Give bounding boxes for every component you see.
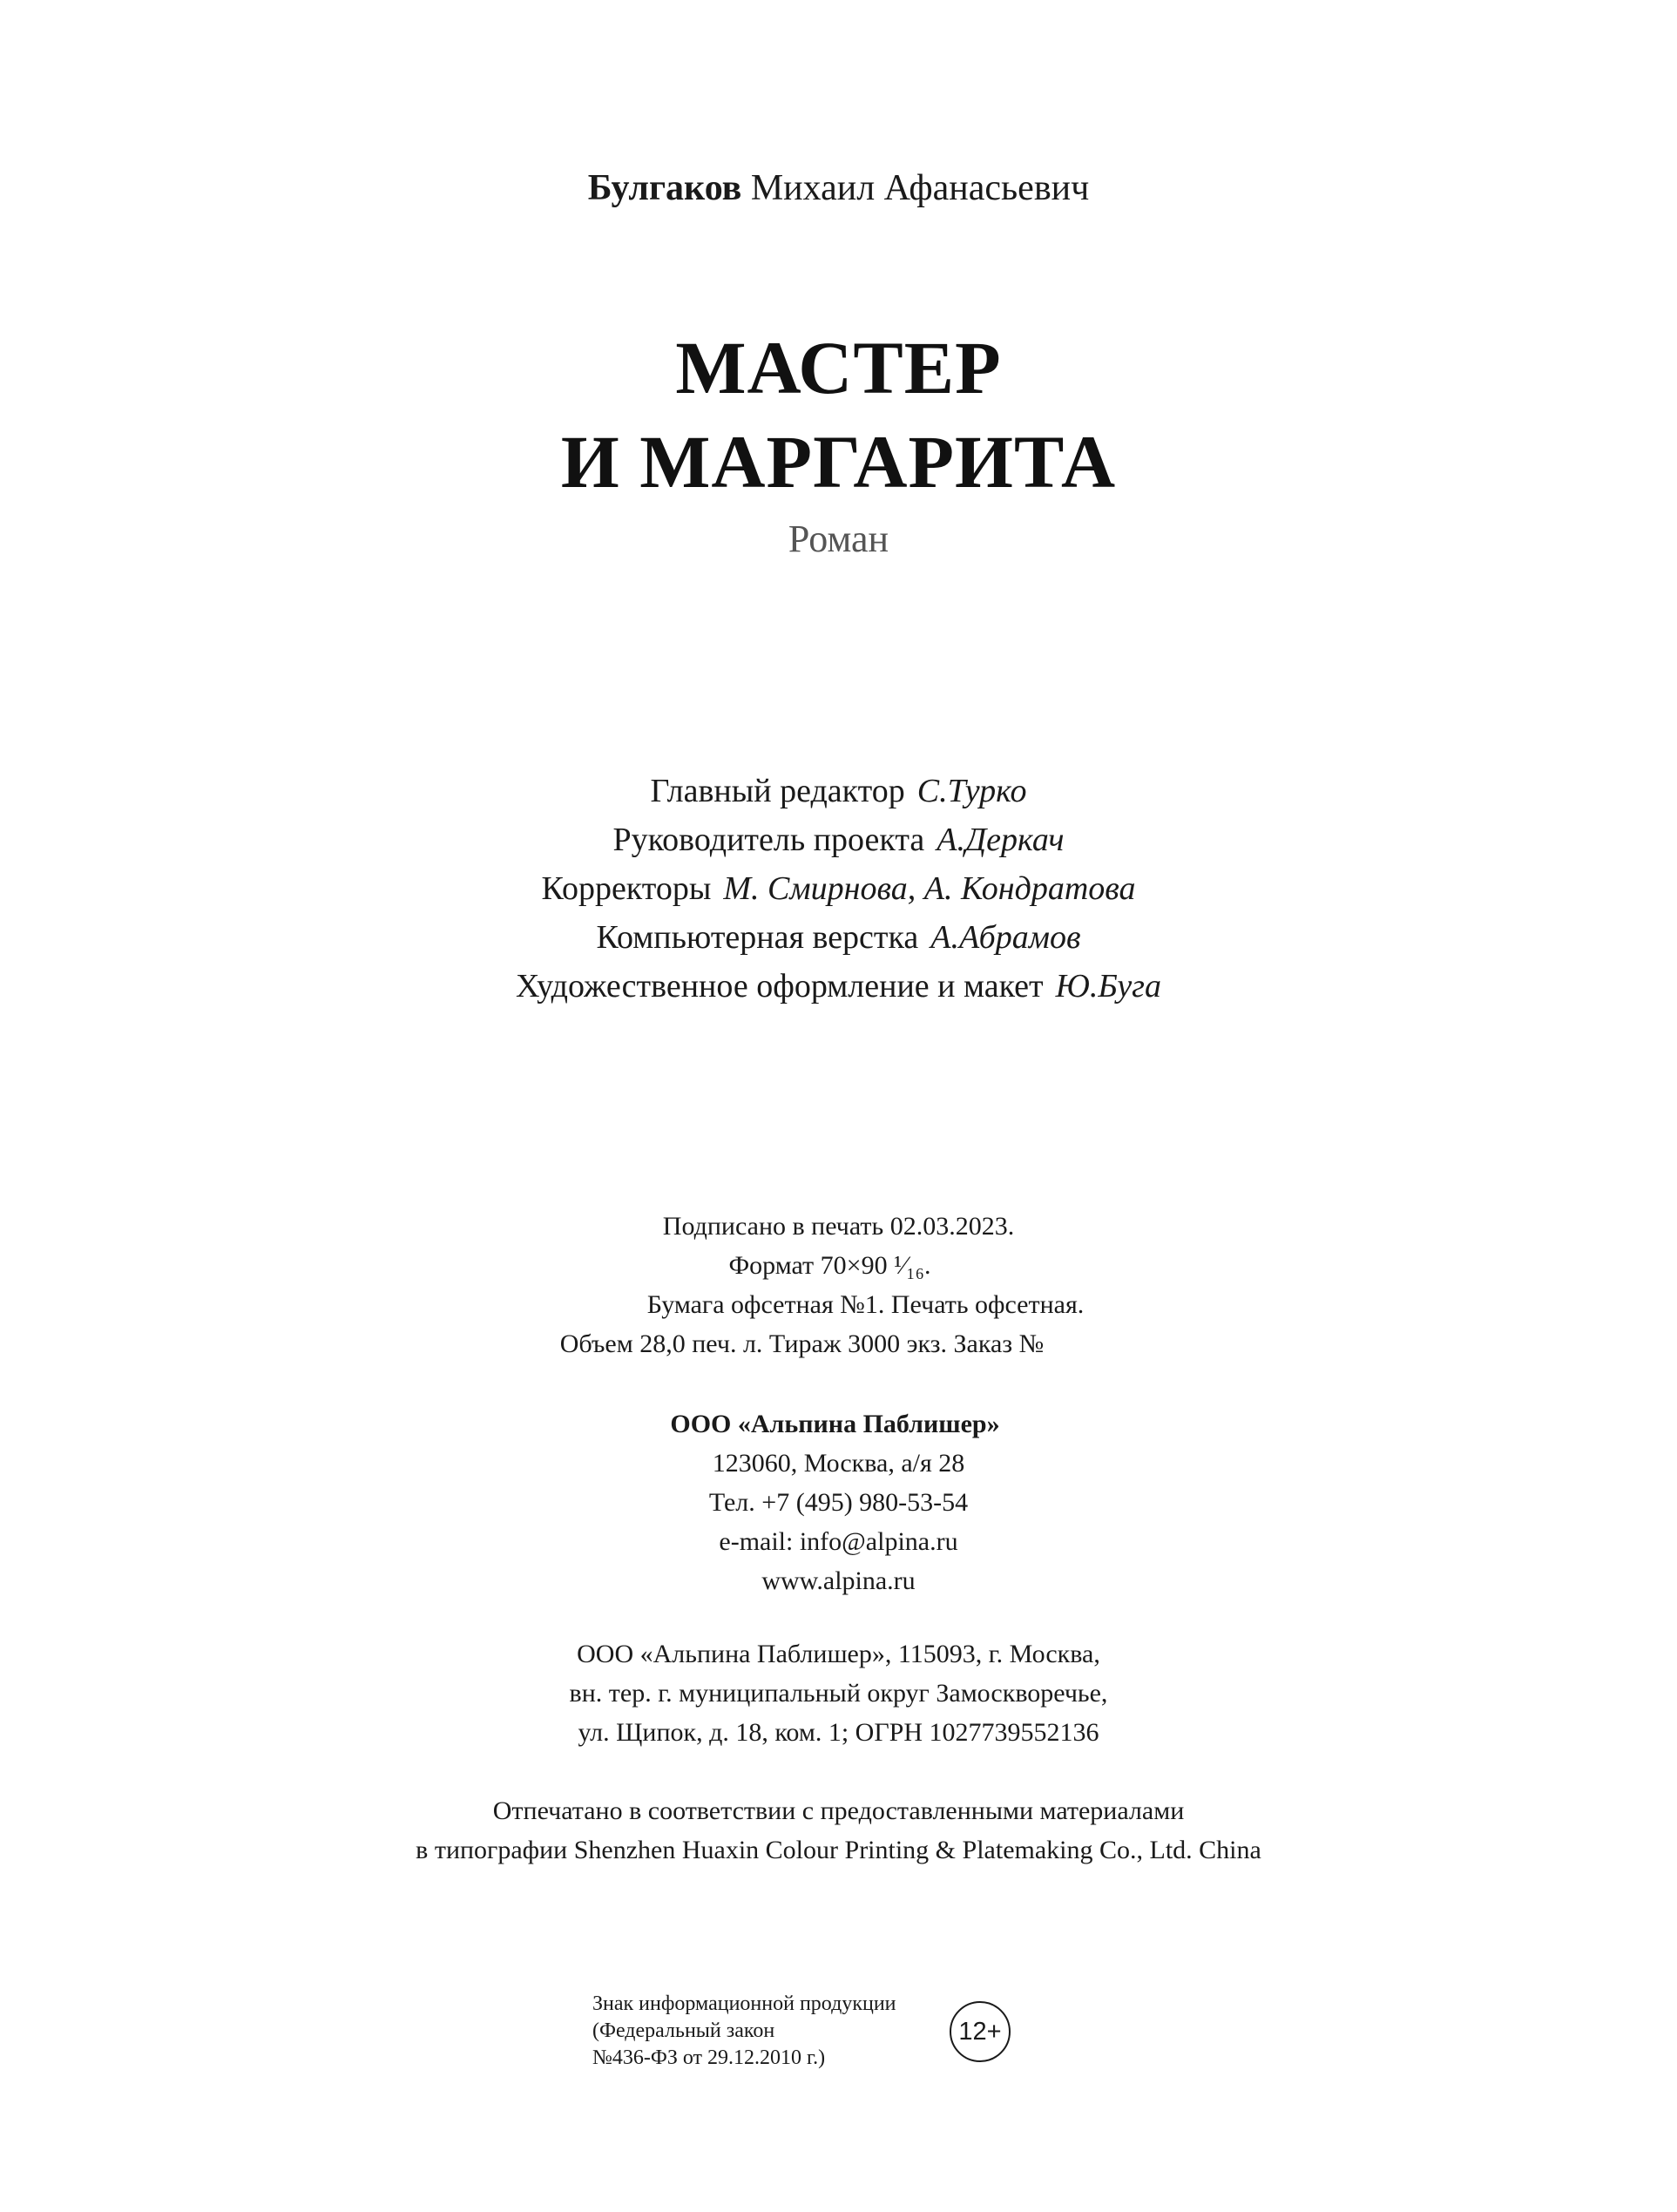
- book-title-line-1: МАСТЕР: [675, 326, 1002, 409]
- age-rating-notice: [592, 1991, 896, 2072]
- imprint-signed: Подписано в печать 02.03.2023.: [662, 1212, 1015, 1241]
- printing-info-block: [0, 1791, 1677, 1870]
- credits-block: [0, 767, 1677, 1011]
- credit-role: Руководитель проекта: [612, 822, 925, 858]
- legal-address-line: вн. тер. г. муниципальный округ Замоскворечье,: [569, 1679, 1108, 1708]
- legal-address-block: [0, 1634, 1677, 1752]
- credit-role: Художественное оформление и макет: [515, 968, 1044, 1005]
- imprint-volume: Объем 28,0 печ. л. Тираж 3000 экз. Заказ №: [559, 1329, 1045, 1358]
- age-rating-badge: 12+: [950, 2001, 1011, 2062]
- publisher-phone: Тел. +7 (495) 980-53-54: [708, 1488, 969, 1517]
- publisher-name: ООО «Альпина Паблишер»: [670, 1410, 1000, 1438]
- author-line: [0, 166, 1677, 211]
- age-rating-line: (Федеральный закон: [592, 2019, 775, 2042]
- credit-name: А.Абрамов: [930, 919, 1081, 956]
- publisher-website: www.alpina.ru: [761, 1566, 916, 1595]
- credit-role: Компьютерная верстка: [596, 919, 919, 956]
- imprint-paper: Бумага офсетная №1. Печать офсетная.: [646, 1290, 1085, 1319]
- credit-row: [0, 864, 1677, 913]
- printing-info-line: Отпечатано в соответствии с предоставленными материалами: [492, 1796, 1185, 1825]
- credit-name: С.Турко: [916, 773, 1027, 809]
- credit-name: Ю.Буга: [1055, 968, 1162, 1005]
- credit-row: [0, 815, 1677, 864]
- printing-info-line: в типографии Shenzhen Huaxin Colour Printing & Platemaking Co., Ltd. China: [416, 1836, 1261, 1864]
- book-title: [0, 321, 1677, 509]
- author-surname: Булгаков: [587, 168, 742, 208]
- imprint-format: Формат 70×90 ¹⁄₁₆.: [728, 1251, 931, 1280]
- imprint-block: [0, 1207, 1677, 1363]
- book-title-line-2: И МАРГАРИТА: [560, 420, 1117, 504]
- publisher-address: 123060, Москва, а/я 28: [712, 1449, 965, 1478]
- credit-row: [0, 913, 1677, 962]
- credit-row: [0, 767, 1677, 815]
- credit-row: [0, 962, 1677, 1011]
- credit-role: Корректоры: [541, 870, 712, 907]
- publisher-block: [0, 1404, 1677, 1600]
- credit-name: А.Деркач: [937, 822, 1065, 858]
- age-rating-line: Знак информационной продукции: [592, 1992, 896, 2015]
- credit-role: Главный редактор: [650, 773, 905, 809]
- publisher-email: e-mail: info@alpina.ru: [719, 1527, 958, 1556]
- legal-address-line: ООО «Альпина Паблишер», 115093, г. Москва,: [577, 1640, 1100, 1668]
- author-given-names: Михаил Афанасьевич: [750, 168, 1090, 208]
- credit-name: М. Смирнова, А. Кондратова: [723, 870, 1136, 907]
- legal-address-line: ул. Щипок, д. 18, ком. 1; ОГРН 1027739552136: [578, 1718, 1099, 1747]
- age-rating-block: [592, 1991, 1028, 2087]
- age-rating-line: №436-ФЗ от 29.12.2010 г.): [592, 2046, 826, 2069]
- book-genre: Роман: [788, 517, 889, 560]
